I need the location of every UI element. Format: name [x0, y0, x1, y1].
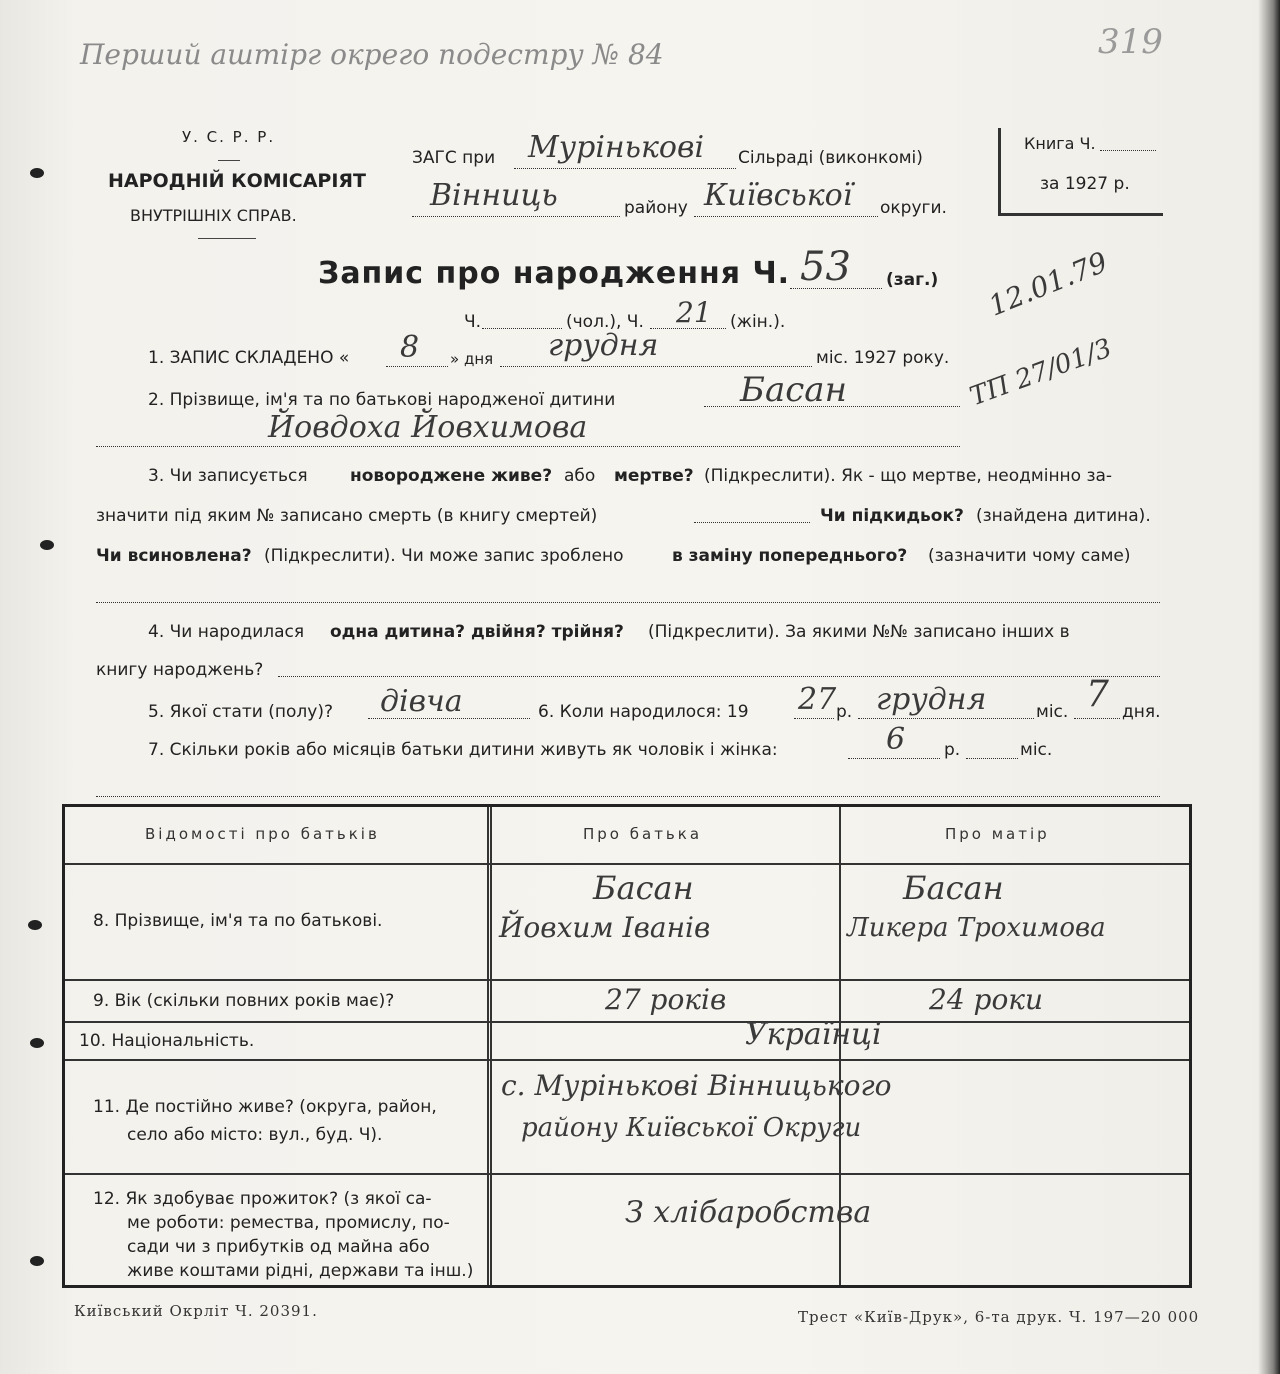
- top-handwritten-note: Перший аштірг окрего подестру № 84: [80, 38, 664, 71]
- row-divider: [65, 979, 1189, 981]
- zags-prefix: ЗАГС при: [412, 148, 496, 168]
- row-divider: [65, 1173, 1189, 1175]
- item6-mis: міс.: [1036, 702, 1069, 722]
- item3-line1e: (Підкреслити). Як - що мертве, неодмінно за-: [704, 466, 1113, 486]
- item3-line2a: значити під яким № записано смерть (в книгу смертей): [96, 506, 598, 526]
- item1-month-blank: [500, 366, 812, 367]
- raion-blank: [412, 216, 620, 217]
- page-number: 319: [1098, 22, 1163, 62]
- item7-r: р.: [944, 740, 961, 760]
- table-header-father: Про батька: [583, 825, 703, 843]
- item3-line2c: (знайдена дитина).: [976, 506, 1151, 526]
- mother-surname: Басан: [903, 869, 1004, 907]
- item1-year: міс. 1927 року.: [816, 348, 950, 368]
- punch-hole: [30, 1256, 44, 1266]
- female-count: 21: [676, 296, 712, 329]
- item4-line1a: 4. Чи народилася: [148, 622, 305, 642]
- item1-month: грудня: [548, 328, 659, 363]
- child-sex: дівча: [380, 684, 463, 719]
- record-title: Запис про народження Ч.: [318, 256, 791, 291]
- mother-name: Ликера Трохимова: [847, 913, 1106, 943]
- item1-dnya: » дня: [450, 350, 494, 368]
- parents-table: [62, 804, 1192, 1288]
- father-name: Йовхим Іванів: [499, 911, 711, 944]
- mother-age: 24 роки: [929, 983, 1044, 1016]
- item2-blank-2: [96, 446, 960, 447]
- zags-blank: [514, 168, 736, 169]
- child-surname: Басан: [740, 370, 847, 410]
- punch-hole: [30, 168, 44, 178]
- item7-mis: міс.: [1020, 740, 1053, 760]
- item2-label: 2. Прізвище, ім'я та по батькові народженої дитини: [148, 390, 616, 410]
- residence-line1: с. Мурінькові Вінницького: [501, 1069, 892, 1102]
- item3-line1c: або: [564, 466, 596, 486]
- divider: [218, 160, 240, 161]
- column-divider: [490, 807, 492, 1285]
- item7-blank-2: [96, 796, 1160, 797]
- birth-day: 7: [1086, 674, 1109, 715]
- child-name: Йовдоха Йовхимова: [268, 410, 588, 445]
- item4-blank: [278, 676, 1160, 677]
- department-label: ВНУТРІШНІХ СПРАВ.: [130, 206, 297, 225]
- item4-line1c: (Підкреслити). За якими №№ записано інших в: [648, 622, 1070, 642]
- margin-code: ТП 27/01/3: [966, 333, 1116, 413]
- residence-line2: району Київської Округи: [521, 1113, 862, 1143]
- table-header-info: Відомості про батьків: [145, 825, 380, 843]
- item3-line3a: Чи всиновлена?: [96, 546, 252, 566]
- row12-label-4: живе коштами рідні, держави та інш.): [127, 1261, 474, 1281]
- item6-day-blank: [1074, 718, 1120, 719]
- record-ch1: Ч.: [464, 312, 482, 332]
- birth-month: грудня: [876, 682, 987, 717]
- nationality: Українці: [745, 1017, 882, 1052]
- row12-label-2: ме роботи: ремества, промислу, по-: [127, 1213, 450, 1233]
- item3-line2b: Чи підкидьок?: [820, 506, 964, 526]
- punch-hole: [28, 920, 42, 930]
- row12-label-3: сади чи з прибутків од майна або: [127, 1237, 430, 1257]
- divider: [198, 238, 256, 239]
- item3-line3c: в заміну попереднього?: [672, 546, 908, 566]
- record-zhin: (жін.).: [730, 312, 786, 332]
- record-chol: (чол.), Ч.: [566, 312, 644, 332]
- father-age: 27 років: [605, 983, 727, 1016]
- item1-day-blank: [386, 366, 448, 367]
- marriage-years: 6: [886, 722, 906, 757]
- occupation: З хлібаробства: [625, 1195, 872, 1230]
- record-number: 53: [800, 244, 851, 290]
- item3-line1b: новороджене живе?: [350, 466, 553, 486]
- book-label: Книга Ч.: [1024, 134, 1096, 153]
- row9-label: 9. Вік (скільки повних років має)?: [93, 991, 395, 1011]
- item3-line1a: 3. Чи записується: [148, 466, 308, 486]
- footer-left: Київський Окрліт Ч. 20391.: [74, 1302, 318, 1320]
- footer-right: Трест «Київ-Друк», 6-та друк. Ч. 197—20 000: [798, 1308, 1200, 1326]
- zags-handwritten: Мурінькові: [528, 130, 705, 165]
- punch-hole: [40, 540, 54, 550]
- book-year: за 1927 р.: [1040, 174, 1130, 194]
- item3-line3d: (зазначити чому саме): [928, 546, 1131, 566]
- item1-day: 8: [400, 330, 420, 365]
- item6-label: 6. Коли народилося: 19: [538, 702, 749, 722]
- item5-label: 5. Якої стати (полу)?: [148, 702, 333, 722]
- item3-line3b: (Підкреслити). Чи може запис зроблено: [264, 546, 624, 566]
- item6-month-blank: [858, 718, 1034, 719]
- raion-handwritten: Вінниць: [430, 178, 558, 213]
- book-blank: [1100, 150, 1156, 151]
- page-edge-shadow: [1258, 0, 1280, 1374]
- row11-label-2: село або місто: вул., буд. Ч).: [127, 1125, 383, 1145]
- item6-dnya: дня.: [1122, 702, 1161, 722]
- row12-label-1: 12. Як здобуває прожиток? (з якої са-: [93, 1189, 432, 1209]
- item6-r: р.: [836, 702, 853, 722]
- okruha-label: округи.: [880, 198, 947, 218]
- item7-years-blank: [848, 758, 940, 759]
- item3-line1d: мертве?: [614, 466, 694, 486]
- item4-line1b: одна дитина? двійня? трійня?: [330, 622, 624, 642]
- item4-line2: книгу народжень?: [96, 660, 264, 680]
- zags-suffix: Сільраді (виконкомі): [738, 148, 923, 168]
- table-header-mother: Про матір: [945, 825, 1050, 843]
- birth-year: 27: [798, 682, 837, 717]
- row11-label-1: 11. Де постійно живе? (округа, район,: [93, 1097, 437, 1117]
- record-zag: (заг.): [886, 270, 939, 290]
- item7-label: 7. Скільки років або місяців батьки дитини живуть як чоловік і жінка:: [148, 740, 778, 760]
- raion-label: району: [624, 198, 688, 218]
- republic-label: У. С. Р. Р.: [182, 128, 276, 146]
- okruha-blank: [694, 216, 878, 217]
- row-divider: [65, 863, 1189, 865]
- margin-date: 12.01.79: [984, 245, 1112, 323]
- item7-months-blank: [966, 758, 1018, 759]
- row10-label: 10. Національність.: [79, 1031, 255, 1051]
- row-divider: [65, 1059, 1189, 1061]
- column-divider: [487, 807, 489, 1285]
- item6-year-blank: [794, 718, 834, 719]
- item3-death-blank: [694, 522, 810, 523]
- father-surname: Басан: [593, 869, 694, 907]
- commissariat-title: НАРОДНІЙ КОМІСАРІЯТ: [108, 170, 366, 192]
- item1-label: 1. ЗАПИС СКЛАДЕНО «: [148, 348, 350, 368]
- okruha-handwritten: Київської: [704, 178, 853, 213]
- row-divider: [65, 1021, 1189, 1023]
- row8-label: 8. Прізвище, ім'я та по батькові.: [93, 911, 383, 931]
- item3-reason-blank: [96, 602, 1160, 603]
- punch-hole: [30, 1038, 44, 1048]
